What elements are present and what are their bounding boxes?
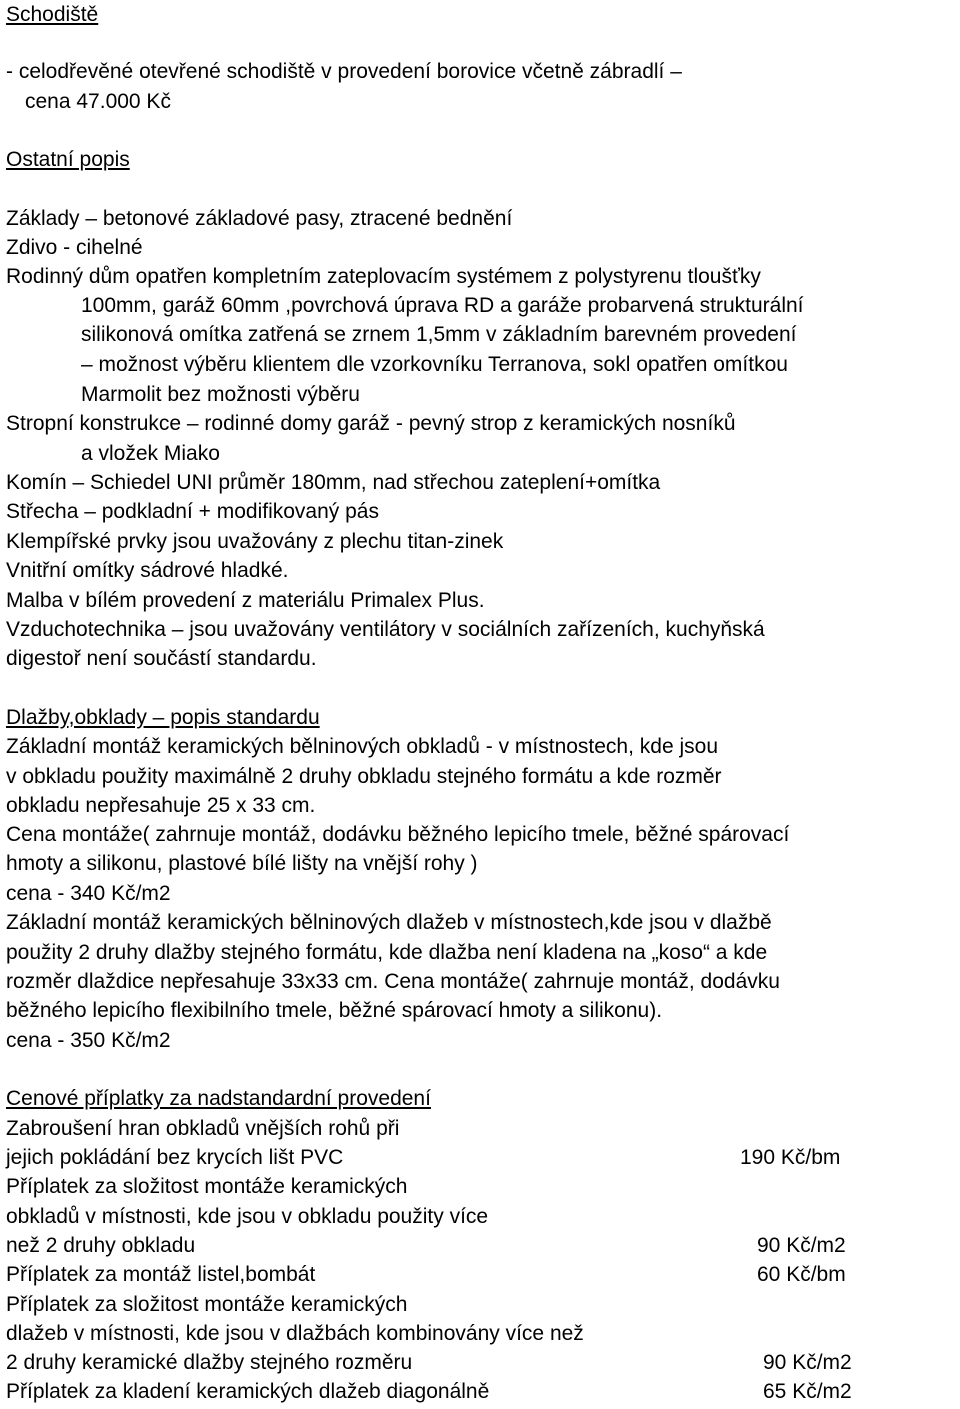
surcharge-line: Příplatek za složitost montáže keramických: [6, 1293, 408, 1316]
tiles-heading: Dlažby,obklady – popis standardu: [6, 706, 320, 729]
other-line: Stropní konstrukce – rodinné domy garáž - pevný strop z keramických nosníků: [6, 412, 736, 435]
other-line: Vzduchotechnika – jsou uvažovány ventilátory v sociálních zařízeních, kuchyňská: [6, 618, 765, 641]
other-line: digestoř není součástí standardu.: [6, 647, 317, 670]
surcharge-line: dlažeb v místnosti, kde jsou v dlažbách kombinovány více než: [6, 1322, 584, 1345]
other-line: Střecha – podkladní + modifikovaný pás: [6, 500, 379, 523]
surcharge-price: 65 Kč/m2: [763, 1380, 852, 1403]
stairs-heading: Schodiště: [6, 3, 99, 26]
surcharge-line: než 2 druhy obkladu: [6, 1234, 196, 1257]
stairs-line: - celodřevěné otevřené schodiště v provedení borovice včetně zábradlí –: [6, 60, 682, 83]
other-line: Malba v bílém provedení z materiálu Primalex Plus.: [6, 589, 485, 612]
other-line: Marmolit bez možnosti výběru: [81, 383, 360, 406]
other-line: Zdivo - cihelné: [6, 236, 143, 259]
tiles-line: běžného lepicího flexibilního tmele, běžné spárovací hmoty a silikonu).: [6, 999, 663, 1022]
other-heading: Ostatní popis: [6, 148, 130, 171]
other-line: Klempířské prvky jsou uvažovány z plechu titan-zinek: [6, 530, 504, 553]
surcharge-line: Zabroušení hran obkladů vnějších rohů při: [6, 1117, 400, 1140]
stairs-price: cena 47.000 Kč: [25, 90, 171, 113]
tiles-line: Základní montáž keramických bělninových dlažeb v místnostech,kde jsou v dlažbě: [6, 911, 772, 934]
surcharge-line: jejich pokládání bez krycích lišt PVC: [6, 1146, 344, 1169]
surcharge-line: 2 druhy keramické dlažby stejného rozměru: [6, 1351, 413, 1374]
surcharge-price: 90 Kč/m2: [763, 1351, 852, 1374]
tiles-line: rozměr dlaždice nepřesahuje 33x33 cm. Cena montáže( zahrnuje montáž, dodávku: [6, 970, 780, 993]
tiles-line: v obkladu použity maximálně 2 druhy obkladu stejného formátu a kde rozměr: [6, 765, 722, 788]
other-line: 100mm, garáž 60mm ,povrchová úprava RD a garáže probarvená strukturální: [81, 294, 804, 317]
surcharge-line: Příplatek za montáž listel,bombát: [6, 1263, 316, 1286]
tiles-line: cena - 350 Kč/m2: [6, 1029, 171, 1052]
tiles-line: Základní montáž keramických bělninových obkladů - v místnostech, kde jsou: [6, 735, 719, 758]
surcharge-price: 60 Kč/bm: [757, 1263, 846, 1286]
other-line: Vnitřní omítky sádrové hladké.: [6, 559, 289, 582]
other-line: Komín – Schiedel UNI průměr 180mm, nad střechou zateplení+omítka: [6, 471, 661, 494]
tiles-line: cena - 340 Kč/m2: [6, 882, 171, 905]
other-line: a vložek Miako: [81, 442, 220, 465]
tiles-line: hmoty a silikonu, plastové bílé lišty na vnější rohy ): [6, 852, 478, 875]
other-line: Rodinný dům opatřen kompletním zateplovacím systémem z polystyrenu tloušťky: [6, 265, 761, 288]
tiles-line: Cena montáže( zahrnuje montáž, dodávku běžného lepicího tmele, běžné spárovací: [6, 823, 790, 846]
tiles-line: obkladu nepřesahuje 25 x 33 cm.: [6, 794, 316, 817]
other-line: Základy – betonové základové pasy, ztracené bednění: [6, 207, 513, 230]
surcharge-line: Příplatek za kladení keramických dlažeb diagonálně: [6, 1380, 490, 1403]
surcharge-price: 90 Kč/m2: [757, 1234, 846, 1257]
surcharge-line: Příplatek za složitost montáže keramických: [6, 1175, 408, 1198]
surcharges-heading: Cenové příplatky za nadstandardní provedení: [6, 1087, 431, 1110]
other-line: silikonová omítka zatřená se zrnem 1,5mm v základním barevném provedení: [81, 323, 797, 346]
other-line: – možnost výběru klientem dle vzorkovníku Terranova, sokl opatřen omítkou: [81, 353, 788, 376]
tiles-line: použity 2 druhy dlažby stejného formátu, kde dlažba není kladena na „koso“ a kde: [6, 941, 768, 964]
surcharge-line: obkladů v místnosti, kde jsou v obkladu použity více: [6, 1205, 489, 1228]
surcharge-price: 190 Kč/bm: [740, 1146, 841, 1169]
